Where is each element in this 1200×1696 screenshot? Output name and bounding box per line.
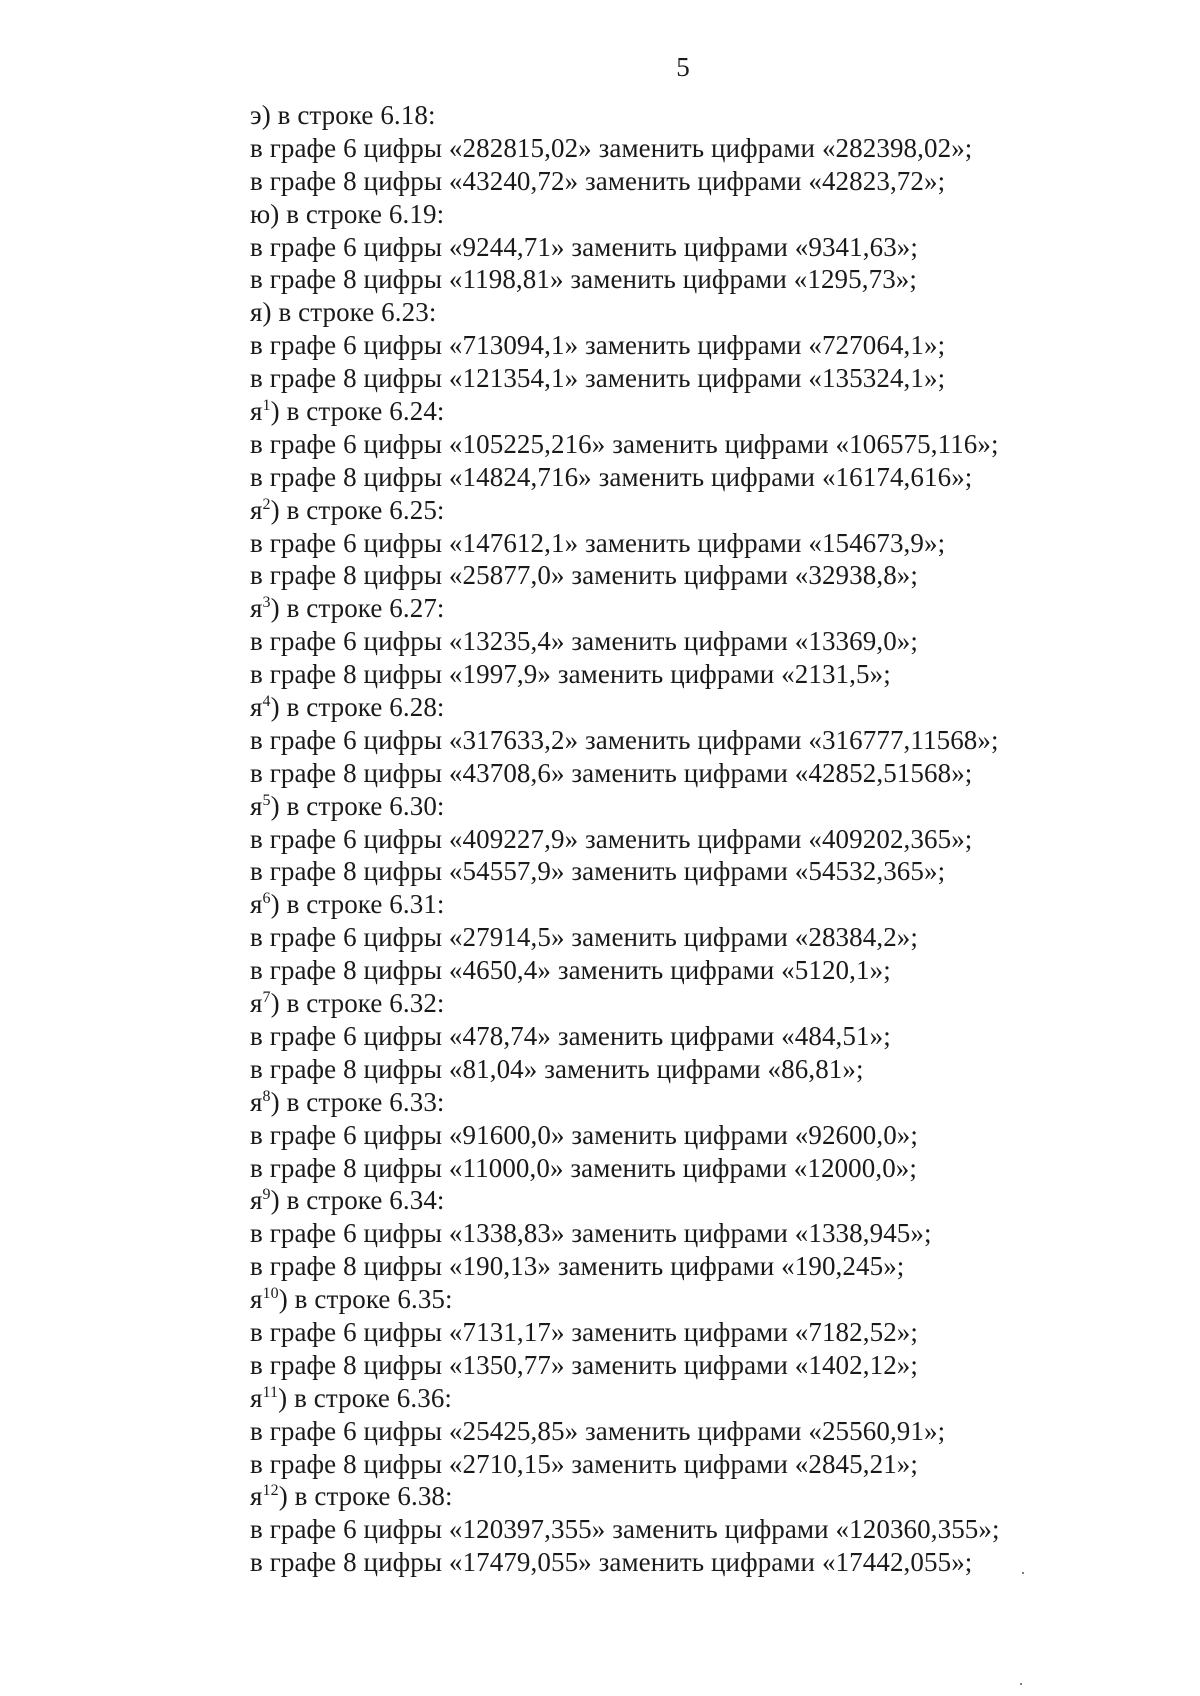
amendment-line: в графе 6 цифры «13235,4» заменить цифрами «13369,0»; <box>250 626 919 657</box>
row-reference-text: ) в строке 6.19: <box>270 198 445 229</box>
item-letter: я <box>250 889 263 920</box>
item-letter: э <box>250 100 262 130</box>
amendment-row-heading <box>250 1283 1000 1316</box>
item-letter-superscript: 3 <box>262 594 271 612</box>
amendment-line: в графе 6 цифры «409227,9» заменить цифрами «409202,365»; <box>250 823 973 854</box>
item-letter-superscript: 7 <box>262 989 271 1007</box>
item-letter: я <box>250 692 263 723</box>
row-reference-text: ) в строке 6.32: <box>270 988 445 1019</box>
amendment-line: в графе 8 цифры «17479,055» заменить цифрами «17442,055»; <box>250 1547 973 1578</box>
amendment-line: в графе 8 цифры «14824,716» заменить цифрами «16174,616»; <box>250 461 973 492</box>
amendment-line: в графе 8 цифры «4650,4» заменить цифрами «5120,1»; <box>250 955 891 986</box>
row-reference-text: ) в строке 6.28: <box>270 692 445 723</box>
amendment-line: в графе 6 цифры «27914,5» заменить цифрами «28384,2»; <box>250 922 919 953</box>
page-number: 5 <box>676 52 690 82</box>
item-letter: я <box>250 494 263 525</box>
item-letter-superscript: 11 <box>262 1383 279 1401</box>
row-reference-text: ) в строке 6.36: <box>278 1382 453 1413</box>
amendment-list <box>250 99 1000 1579</box>
amendment-line: в графе 8 цифры «81,04» заменить цифрами «86,81»; <box>250 1053 864 1084</box>
row-reference-text: ) в строке 6.38: <box>278 1481 453 1512</box>
row-reference-text: ) в строке 6.31: <box>270 889 445 920</box>
item-letter-superscript: 12 <box>262 1482 279 1500</box>
amendment-row-heading <box>250 494 1000 527</box>
row-reference-text: ) в строке 6.23: <box>262 297 437 328</box>
amendment-line: в графе 8 цифры «43240,72» заменить цифрами «42823,72»; <box>250 165 946 196</box>
row-reference-text: ) в строке 6.30: <box>270 790 445 821</box>
scan-speck <box>1020 1683 1022 1685</box>
item-letter: я <box>250 1086 263 1117</box>
amendment-row-heading <box>250 691 1000 724</box>
item-letter: я <box>250 396 263 427</box>
item-letter: я <box>250 1481 263 1512</box>
amendment-row-heading <box>250 1382 1000 1415</box>
amendment-line: в графе 6 цифры «1338,83» заменить цифрами «1338,945»; <box>250 1218 932 1249</box>
amendment-line: в графе 8 цифры «2710,15» заменить цифрами «2845,21»; <box>250 1448 919 1479</box>
amendment-row-heading <box>250 987 1000 1020</box>
row-reference-text: ) в строке 6.24: <box>270 396 445 427</box>
amendment-line: в графе 8 цифры «25877,0» заменить цифрами «32938,8»; <box>250 560 919 591</box>
amendment-line: в графе 6 цифры «147612,1» заменить цифрами «154673,9»; <box>250 527 946 558</box>
item-letter: я <box>250 593 263 624</box>
amendment-line: в графе 6 цифры «120397,355» заменить цифрами «120360,355»; <box>250 1514 1000 1545</box>
item-letter: ю <box>250 198 271 229</box>
amendment-line: в графе 6 цифры «478,74» заменить цифрами «484,51»; <box>250 1020 891 1051</box>
amendment-row-heading <box>250 1480 1000 1513</box>
item-letter-superscript: 4 <box>262 693 271 711</box>
item-letter: я <box>250 790 263 821</box>
amendment-line: в графе 8 цифры «1198,81» заменить цифрами «1295,73»; <box>250 264 918 295</box>
amendment-line: в графе 6 цифры «91600,0» заменить цифрами «92600,0»; <box>250 1119 919 1150</box>
amendment-line: в графе 6 цифры «9244,71» заменить цифрами «9341,63»; <box>250 231 919 262</box>
amendment-row-heading <box>250 1086 1000 1119</box>
item-letter-superscript: 8 <box>262 1087 271 1105</box>
item-letter-superscript: 5 <box>262 791 271 809</box>
row-reference-text: ) в строке 6.18: <box>261 100 436 130</box>
item-letter-superscript: 9 <box>262 1186 271 1204</box>
item-letter-superscript: 6 <box>262 890 271 908</box>
amendment-row-heading <box>250 888 1000 921</box>
scan-speck <box>1022 1572 1024 1574</box>
amendment-line: в графе 8 цифры «1350,77» заменить цифрами «1402,12»; <box>250 1349 919 1380</box>
item-letter-superscript: 10 <box>262 1285 279 1303</box>
amendment-line: в графе 8 цифры «121354,1» заменить цифрами «135324,1»; <box>250 363 946 394</box>
row-reference-text: ) в строке 6.33: <box>270 1086 445 1117</box>
item-letter: я <box>250 1185 263 1216</box>
item-letter-superscript: 2 <box>262 495 271 513</box>
row-reference-text: ) в строке 6.34: <box>270 1185 445 1216</box>
amendment-line: в графе 6 цифры «317633,2» заменить цифрами «316777,11568»; <box>250 724 999 755</box>
amendment-line: в графе 8 цифры «1997,9» заменить цифрами «2131,5»; <box>250 659 891 690</box>
row-reference-text: ) в строке 6.35: <box>278 1284 453 1315</box>
amendment-row-heading <box>250 1184 1000 1217</box>
amendment-line: в графе 8 цифры «43708,6» заменить цифрами «42852,51568»; <box>250 757 973 788</box>
amendment-row-heading <box>250 198 1000 231</box>
amendment-row-heading <box>250 592 1000 625</box>
item-letter-superscript: 1 <box>262 397 271 415</box>
amendment-line: в графе 8 цифры «11000,0» заменить цифрами «12000,0»; <box>250 1152 918 1183</box>
item-letter: я <box>250 1382 263 1413</box>
item-letter: я <box>250 1284 263 1315</box>
amendment-line: в графе 6 цифры «105225,216» заменить цифрами «106575,116»; <box>250 428 999 459</box>
amendment-line: в графе 6 цифры «7131,17» заменить цифрами «7182,52»; <box>250 1316 919 1347</box>
row-reference-text: ) в строке 6.25: <box>270 494 445 525</box>
row-reference-text: ) в строке 6.27: <box>270 593 445 624</box>
amendment-line: в графе 6 цифры «282815,02» заменить цифрами «282398,02»; <box>250 132 973 163</box>
amendment-line: в графе 8 цифры «54557,9» заменить цифрами «54532,365»; <box>250 856 946 887</box>
item-letter: я <box>250 988 263 1019</box>
amendment-row-heading <box>250 99 1000 132</box>
amendment-row-heading <box>250 790 1000 823</box>
amendment-row-heading <box>250 296 1000 329</box>
amendment-line: в графе 8 цифры «190,13» заменить цифрами «190,245»; <box>250 1251 905 1282</box>
amendment-row-heading <box>250 395 1000 428</box>
amendment-line: в графе 6 цифры «713094,1» заменить цифрами «727064,1»; <box>250 330 946 361</box>
amendment-line: в графе 6 цифры «25425,85» заменить цифрами «25560,91»; <box>250 1415 946 1446</box>
item-letter: я <box>250 297 263 328</box>
